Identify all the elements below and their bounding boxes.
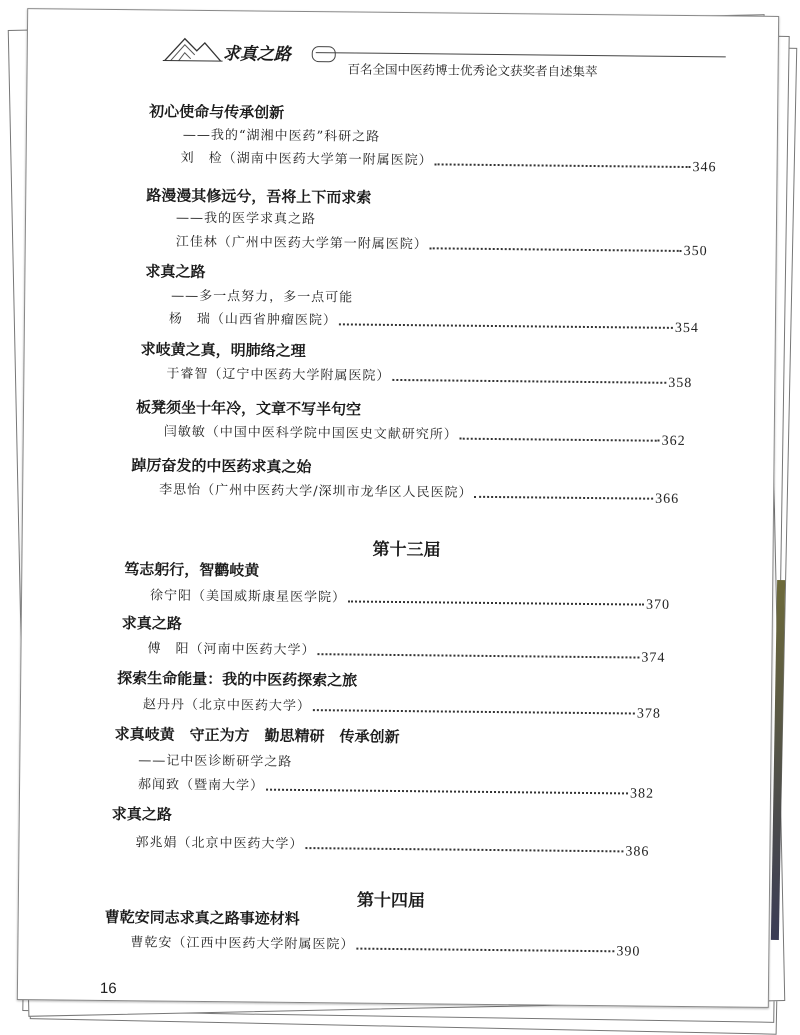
entry-subtitle: ——我的医学求真之路 xyxy=(175,210,317,228)
entry-page-number: 382 xyxy=(629,786,655,802)
entry-subtitle: ——记中医诊断研学之路 xyxy=(138,753,293,770)
entry-author: 江佳林（广州中医药大学第一附属医院） xyxy=(175,234,428,253)
entry-author-line xyxy=(180,147,717,176)
entry-title: 笃志躬行，智鹳岐黄 xyxy=(124,560,260,580)
entry-author: 徐宁阳（美国威斯康星医学院） xyxy=(149,588,347,606)
header-rule xyxy=(316,52,726,57)
dot-leader xyxy=(460,438,660,442)
toc-page xyxy=(17,8,779,1008)
entry-author: 郝闻致（暨南大学） xyxy=(138,777,265,794)
section-heading: 第十三届 xyxy=(372,539,441,561)
entry-title: 求真之路 xyxy=(121,614,182,633)
entry-title: 求岐黄之真，明肺络之理 xyxy=(140,340,306,361)
entry-author: 赵丹丹（北京中医药大学） xyxy=(142,697,312,715)
entry-author: 曹乾安（江西中医药大学附属医院） xyxy=(130,935,355,953)
entry-page-number: 366 xyxy=(655,491,680,507)
entry-author: 郭兆娟（北京中医药大学） xyxy=(135,835,304,853)
entry-author-line xyxy=(168,308,699,337)
entry-title: 求真岐黄 守正为方 勤思精研 传承创新 xyxy=(114,725,400,747)
entry-author: 闫敏敏（中国中医科学院中国医史文献研究所） xyxy=(163,424,458,443)
entry-author-line xyxy=(149,584,671,613)
dot-leader xyxy=(317,653,639,658)
entry-author: 傅 阳（河南中医药大学） xyxy=(147,641,316,659)
mountain-logo-icon xyxy=(163,33,223,64)
entry-page-number: 358 xyxy=(668,375,693,392)
entry-page-number: 354 xyxy=(674,320,699,337)
dot-leader xyxy=(348,600,644,605)
page-number: 16 xyxy=(99,979,117,998)
entry-author: 于睿智（辽宁中医药大学附属医院） xyxy=(166,366,391,384)
entry-title: 路漫漫其修远兮，吾将上下而求索 xyxy=(146,186,372,207)
dot-leader xyxy=(435,163,691,168)
entry-author-line xyxy=(138,773,655,802)
entry-title: 初心使命与传承创新 xyxy=(149,102,285,122)
entry-author-line xyxy=(135,831,650,860)
entry-page-number: 390 xyxy=(616,944,641,960)
book-subtitle: 百名全国中医药博士优秀论文获奖者自述集萃 xyxy=(347,61,598,80)
entry-page-number: 374 xyxy=(641,650,666,666)
dot-leader xyxy=(356,948,614,953)
entry-subtitle: ——多一点努力，多一点可能 xyxy=(171,288,354,306)
entry-author-line xyxy=(159,478,680,507)
entry-page-number: 386 xyxy=(625,844,650,860)
entry-author-line xyxy=(130,931,641,960)
entry-author-line xyxy=(142,693,661,722)
dot-leader xyxy=(430,247,682,252)
dot-leader xyxy=(266,789,628,795)
series-title: 求真之路 xyxy=(222,44,291,65)
dot-leader xyxy=(475,496,654,500)
entry-page-number: 378 xyxy=(636,706,661,722)
entry-author-line xyxy=(163,421,686,450)
entry-page-number: 362 xyxy=(661,433,686,450)
entry-author-line xyxy=(147,637,666,666)
entry-page-number: 370 xyxy=(645,597,671,613)
entry-title: 板凳须坐十年冷，文章不写半句空 xyxy=(135,398,362,419)
entry-title: 求真之路 xyxy=(111,805,172,824)
entry-title: 踔厉奋发的中医药求真之始 xyxy=(131,456,312,477)
entry-title: 探索生命能量：我的中医药探索之旅 xyxy=(117,669,358,690)
entry-page-number: 346 xyxy=(692,160,717,176)
section-heading: 第十四届 xyxy=(356,890,425,912)
entry-author-line xyxy=(175,231,708,260)
entry-author: 刘 检（湖南中医药大学第一附属医院） xyxy=(180,150,433,169)
entry-author: 杨 瑞（山西省肿瘤医院） xyxy=(168,311,338,329)
dot-leader xyxy=(305,847,623,852)
entry-author-line xyxy=(166,363,693,392)
dot-leader xyxy=(313,709,635,714)
entry-page-number: 350 xyxy=(683,243,708,260)
dot-leader xyxy=(392,379,666,384)
entry-author: 李思怡（广州中医药大学/深圳市龙华区人民医院） xyxy=(159,482,473,501)
entry-title: 求真之路 xyxy=(145,262,206,281)
header-scroll-ornament xyxy=(312,46,336,62)
entry-subtitle: ——我的“湖湘中医药”科研之路 xyxy=(182,127,381,145)
dot-leader xyxy=(339,323,673,328)
entry-title: 曹乾安同志求真之路事迹材料 xyxy=(104,907,300,928)
